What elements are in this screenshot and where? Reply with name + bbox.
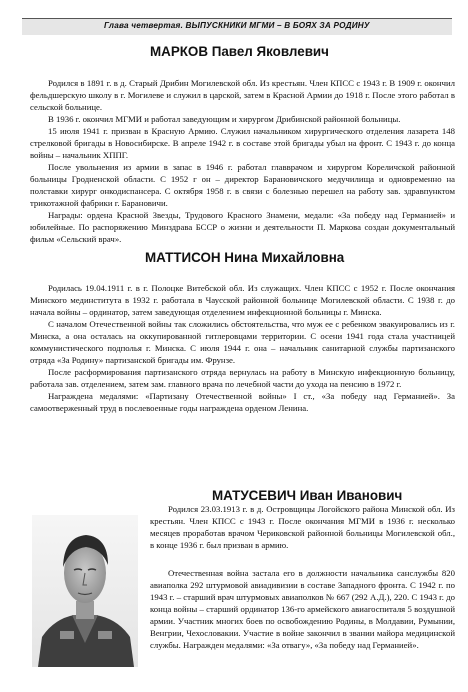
bio-paragraph: Родился в 1891 г. в д. Старый Дрибин Могилевской обл. Из крестьян. Член КПСС с 1943 г. В 1909 г. окончил фельдшерскую школу в г. Могилеве и служил в царской, затем в Красной Армии до 1918 г. После этого работал в сельской больнице. <box>30 78 455 112</box>
bio-paragraph: Отечественная война застала его в должности начальника санслужбы 820 авиаполка 292 штурмовой авиадивизии в составе Западного фронта. С 1942 г. по 1943 г. – старший врач штурмовых авиаполков № 667 (292 А.Д.), 220. С 1943 г. до конца войны – старший ординатор 136-го армейского авиагоспиталя 5 воздушной армии. Участник многих боев по освобождению Родины, в Молдавии, Румынии, Венгрии, Чехословакии. Участие в войне закончил в звании майора медицинской службы. Награжден медалями: «За отвагу», «За победу над Германией». <box>150 568 455 650</box>
bio-paragraph: Награды: ордена Красной Звезды, Трудового Красного Знамени, медали: «За победу над Германией» и юбилейные. По распоряжению Минздрава БССР о жизни и деятельности П. Маркова создан документальный фильм «Сельский врач». <box>30 210 455 244</box>
bio-paragraph: В 1936 г. окончил МГМИ и работал заведующим и хирургом Дрибинской районной больницы. <box>48 114 401 124</box>
bio-text-mattison <box>30 282 455 414</box>
portrait-image <box>32 515 138 667</box>
bio-paragraph: С началом Отечественной войны так сложились обстоятельства, что муж ее с ребенком эвакуировались из г. Минска, а она осталась на оккупированной гитлеровцами территории. С осени 1941 года стала участницей коммунистического подполья г. Минска. С июля 1944 г. она – начальник санитарной службы партизанского отряда «За Родину» партизанской бригады им. Фрунзе. <box>30 319 455 365</box>
bio-paragraph: После расформирования партизанского отряда вернулась на работу в Минскую инфекционную больницу, работала зав. отделением, затем зам. главного врача по лечебной части до ухода на пенсию в 1972 г. <box>30 367 455 389</box>
bio-paragraph: Родилась 19.04.1911 г. в г. Полоцке Витебской обл. Из служащих. Член КПСС с 1952 г. После окончания Минского мединститута в 1932 г. работала в Чаусской районной больнице Могилевской области. С 1938 г. до начала войны – ординатор, затем заведующая отделением инфекционной больницы г. Минска. <box>30 283 455 317</box>
person-name-markov: МАРКОВ Павел Яковлевич <box>150 44 329 59</box>
chapter-header-bar <box>22 18 452 35</box>
portrait-photo <box>32 515 138 667</box>
bio-text-matusevich-bottom <box>150 567 455 651</box>
bio-paragraph: Награждена медалями: «Партизану Отечественной войны» I ст., «За победу над Германией». За самоотверженный труд в послевоенные годы награждена орденом Ленина. <box>30 391 455 413</box>
bio-paragraph: После увольнения из армии в запас в 1946 г. работал главврачом и хирургом Кореличской районной больницы Гродненской области. С 1952 г он – директор Барановичского медучилища и одновременно на полставки хирург онкодиспансера. С октября 1958 г. в связи с болезнью перешел на работу зав. здравпунктом трикотажной фабрики г. Барановичи. <box>30 162 455 208</box>
bio-paragraph: Родился 23.03.1913 г. в д. Островщицы Логойского района Минской обл. Из крестьян. Член КПСС с 1943 г. После окончания МГМИ в 1936 г. несколько месяцев проработав врачом Чериковской районной больницы Могилевской обл., в конце 1936 г. был призван в армию. <box>150 504 455 550</box>
bio-text-markov <box>30 77 455 245</box>
person-name-mattison: МАТТИСОН Нина Михайловна <box>145 250 345 265</box>
person-name-matusevich: МАТУСЕВИЧ Иван Иванович <box>212 488 403 503</box>
bio-paragraph: 15 июля 1941 г. призван в Красную Армию. Служил начальником хирургического отделения лазарета 148 стрелковой бригады в Новосибирске. В апреле 1942 г. в составе этой бригады убыл на фронт. С 1943 г. до конца войны – начальник ХППГ. <box>30 126 455 160</box>
bio-text-matusevich-top <box>150 503 455 551</box>
chapter-header-title: Глава четвертая. ВЫПУСКНИКИ МГМИ – В БОЯХ ЗА РОДИНУ <box>104 21 370 30</box>
